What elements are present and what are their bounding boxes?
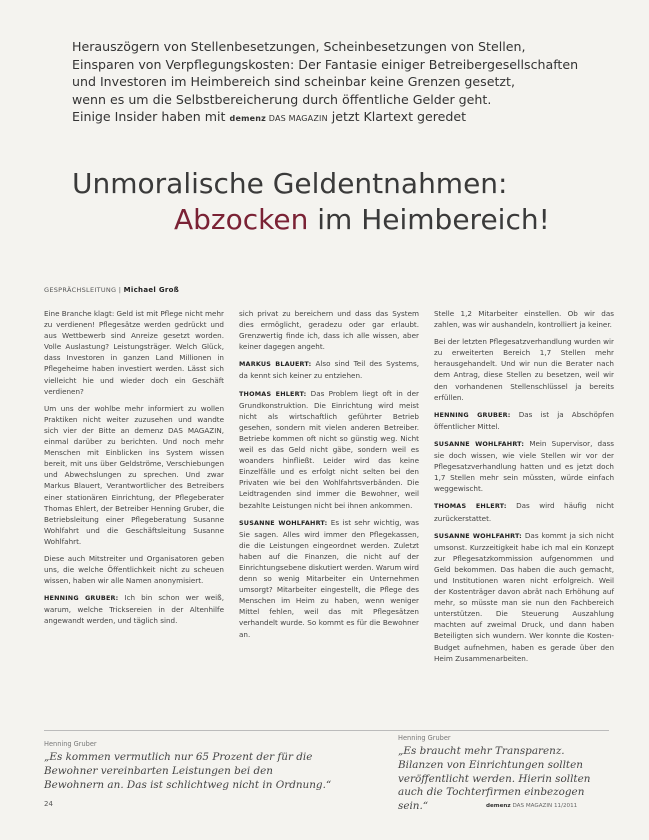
pullquote-text: „Es kommen vermutlich nur 65 Prozent der für die Bewohner vereinbarten Leistungen bei den Bewohnern an. Das ist schlichtweg nicht in Ordnung.“ <box>44 751 332 791</box>
footer-issue: 11/2011 <box>553 803 578 809</box>
speaker-name: SUSANNE WOHLFAHRT: <box>434 531 522 540</box>
column-3 <box>434 308 614 680</box>
pullquote-name: Henning Gruber <box>398 734 451 742</box>
pullquote-divider <box>44 730 609 731</box>
headline-line-1: Unmoralische Geldentnahmen: <box>72 167 508 200</box>
speaker-name: THOMAS EHLERT: <box>434 502 507 511</box>
footer-brand-bold: demenz <box>486 803 511 809</box>
byline: GESPRÄCHSLEITUNG | Michael Groß <box>44 286 180 294</box>
paragraph: Bei der letzten Pflegesatzverhandlung wurden wir zu erweiterten Bereich 1,7 Stellen mehr herausgehandelt. Und wir nun die Berater nach dem Antrag, diese Stellen zu besetzen, weil wir den vorhandenen Stellenschlüssel ja bereits erfüllen. <box>434 337 614 402</box>
speaker-text: Das wird häufig nicht zurückerstattet. <box>434 501 614 523</box>
paragraph <box>239 358 419 381</box>
byline-author: Michael Groß <box>123 286 180 294</box>
column-1 <box>44 308 224 680</box>
paragraph <box>434 530 614 664</box>
paragraph: Stelle 1,2 Mitarbeiter einstellen. Ob wir das zahlen, was wir aushandeln, kontrolliert ja keiner. <box>434 309 614 330</box>
brand-rest: DAS MAGAZIN <box>268 114 328 124</box>
intro-line: Herauszögern von Stellenbesetzungen, Scheinbesetzungen von Stellen, <box>72 39 526 54</box>
paragraph <box>239 517 419 640</box>
speaker-text: Ich bin schon wer weiß, warum, welche Tricksereien in der Altenhilfe angewandt werden, und täglich sind. <box>44 593 224 626</box>
paragraph: Eine Branche klagt: Geld ist mit Pflege nicht mehr zu verdienen! Pflegesätze werden gedrückt und aus Wettbewerb sind Anreize gesetzt worden. Volle Auslastung? Leistungsträger. Welch Glück, dass Investoren in ganzen Land Millionen in Pflegeheime haben investiert werden. Lässt sich vielleicht hie und wieder doch ein Geschäft verdienen? <box>44 309 224 396</box>
paragraph <box>239 388 419 511</box>
brand-bold: demenz <box>229 114 266 124</box>
intro-line: wenn es um die Selbstbereicherung durch öffentliche Gelder geht. <box>72 91 492 107</box>
magazine-brand-inline <box>230 114 328 123</box>
paragraph: sich privat zu bereichern und dass das System dies ermöglicht, geradezu oder gar erlaubt. Grenzwertig finde ich, dass ich alle wissen, aber keiner dagegen angeht. <box>239 309 419 352</box>
headline-line-2 <box>72 202 632 238</box>
speaker-name: THOMAS EHLERT: <box>239 389 307 398</box>
pullquote-left <box>44 740 334 792</box>
pullquote-text: „Es braucht mehr Transparenz. Bilanzen von Einrichtungen sollten veröffentlicht werden. Hierin sollten auch die Tochterfirmen einbezogen sein.“ <box>398 745 591 813</box>
intro-line-last <box>72 108 612 128</box>
footer-magazine-info <box>486 803 577 809</box>
speaker-text: Das ist ja Abschöpfen öffentlicher Mittel. <box>434 409 614 431</box>
intro-line: Einsparen von Verpflegungskosten: Der Fantasie einiger Betreibergesellschaften <box>72 56 579 72</box>
paragraph <box>434 409 614 432</box>
paragraph: Diese auch Mitstreiter und Organisatoren geben uns, die welche Öffentlichkeit nicht zu scheuen wissen, haben wir alle Namen anonymisiert. <box>44 553 224 586</box>
speaker-name: SUSANNE WOHLFAHRT: <box>239 518 328 527</box>
intro-line-end: jetzt Klartext geredet <box>331 109 467 125</box>
paragraph <box>434 438 614 494</box>
speaker-name: MARKUS BLAUERT: <box>239 360 312 369</box>
headline-accent: Abzocken <box>174 203 309 236</box>
speaker-text: Es ist sehr wichtig, was Sie sagen. Alles wird immer den Pflegekassen, die die Leistungen eingeordnet werden. Zuletzt haben auf die Finanzen, die nicht auf der Einrichtungsebene diskutiert werden. Warum wird denn so wenig Mitarbeiter ein Unternehmen umsorgt? Mitarbeiter eingestellt, die Pflege des Menschen im Heim zu haben, wenn weniger Mittel fehlen, weil das mit Pflegesätzen verhandelt wurde. So kommt es für die Bewohner an. <box>239 517 419 639</box>
intro-line-start: Einige Insider haben mit <box>72 109 226 125</box>
paragraph <box>434 500 614 523</box>
intro-teaser <box>72 38 612 128</box>
footer-brand-rest: DAS MAGAZIN <box>512 803 553 809</box>
speaker-text: Das Problem liegt oft in der Grundkonstruktion. Die Einrichtung wird meist nicht als wirtschaftlich geführter Betrieb gesehen, sondern mit vielen anderen Betreiber. Betriebe kommen oft nicht so günstig weg. Nicht weil es das Geld nicht gäbe, sondern weil es woanders hinfließt. Leider wird das keine Einzelfälle und es erfolgt nicht selten bei den Privaten wie bei den Wohlfahrtsverbänden. Die Leidtragenden sind immer die Bewohner, weil bezahlte Leistungen nicht bei ihnen ankommen. <box>239 388 419 510</box>
article-headline <box>72 166 632 238</box>
pullquote-name: Henning Gruber <box>44 740 97 748</box>
speaker-name: HENNING GRUBER: <box>44 594 119 603</box>
paragraph: Um uns der wohlbe mehr informiert zu wollen Praktiken nicht weiter zuzusehen und wandte sich vier der Bitte an demenz DAS MAGAZIN, einmal darüber zu berichten. Und noch mehr Menschen mit Einblicken ins System wissen bereit, mit uns über Geldströme, Verschiebungen und Abwechslungen zu sprechen. Und zwar Markus Blauert, Verantwortlicher des Betreibers einer stationären Einrichtung, der Pflegeberater Thomas Ehlert, der Betreiber Henning Gruber, die Betriebsleitung einer Pflegeberatung Susanne Wohlfahrt und die Geschäftsleitung Susanne Wohlfahrt. <box>44 403 224 546</box>
speaker-text: Also sind Teil des Systems, da kennt sich keiner zu entziehen. <box>239 359 419 381</box>
intro-line: und Investoren im Heimbereich sind scheinbar keine Grenzen gesetzt, <box>72 74 515 90</box>
speaker-name: HENNING GRUBER: <box>434 410 511 419</box>
byline-label: GESPRÄCHSLEITUNG <box>44 286 117 294</box>
paragraph <box>44 592 224 626</box>
article-body <box>44 308 614 680</box>
speaker-text: Das kommt ja sich nicht umsonst. Kurzzeitigkeit habe ich mal ein Konzept zur Pflegesatzkommission aufgenommen und Geld bekommen. Das haben die auch gemacht, und Institutionen waren nicht erfolgreich. Weil der Kostenträger davon abrät nach Erhöhung auf mehr, so müsste man sie nun den Fachbereich unterstützen. Die Steuerung Auszahlung machten auf zweimal Druck, und dann haben Beteiligten sich wundern. Wer konnte die Kosten-Budget aufnehmen, haben es gerade über den Heim Zusammenarbeiten. <box>434 530 614 663</box>
column-2 <box>239 308 419 680</box>
speaker-text: Mein Supervisor, dass sie doch wissen, wie viele Stellen wir vor der Pflegesatzverhandlung hatten und es jetzt doch 1,7 Stellen mehr sein müssten, würde einfach weggewischt. <box>434 438 614 494</box>
page-number: 24 <box>44 800 53 808</box>
headline-rest: im Heimbereich! <box>317 203 550 236</box>
pullquote-right <box>398 734 613 814</box>
speaker-name: SUSANNE WOHLFAHRT: <box>434 439 525 448</box>
